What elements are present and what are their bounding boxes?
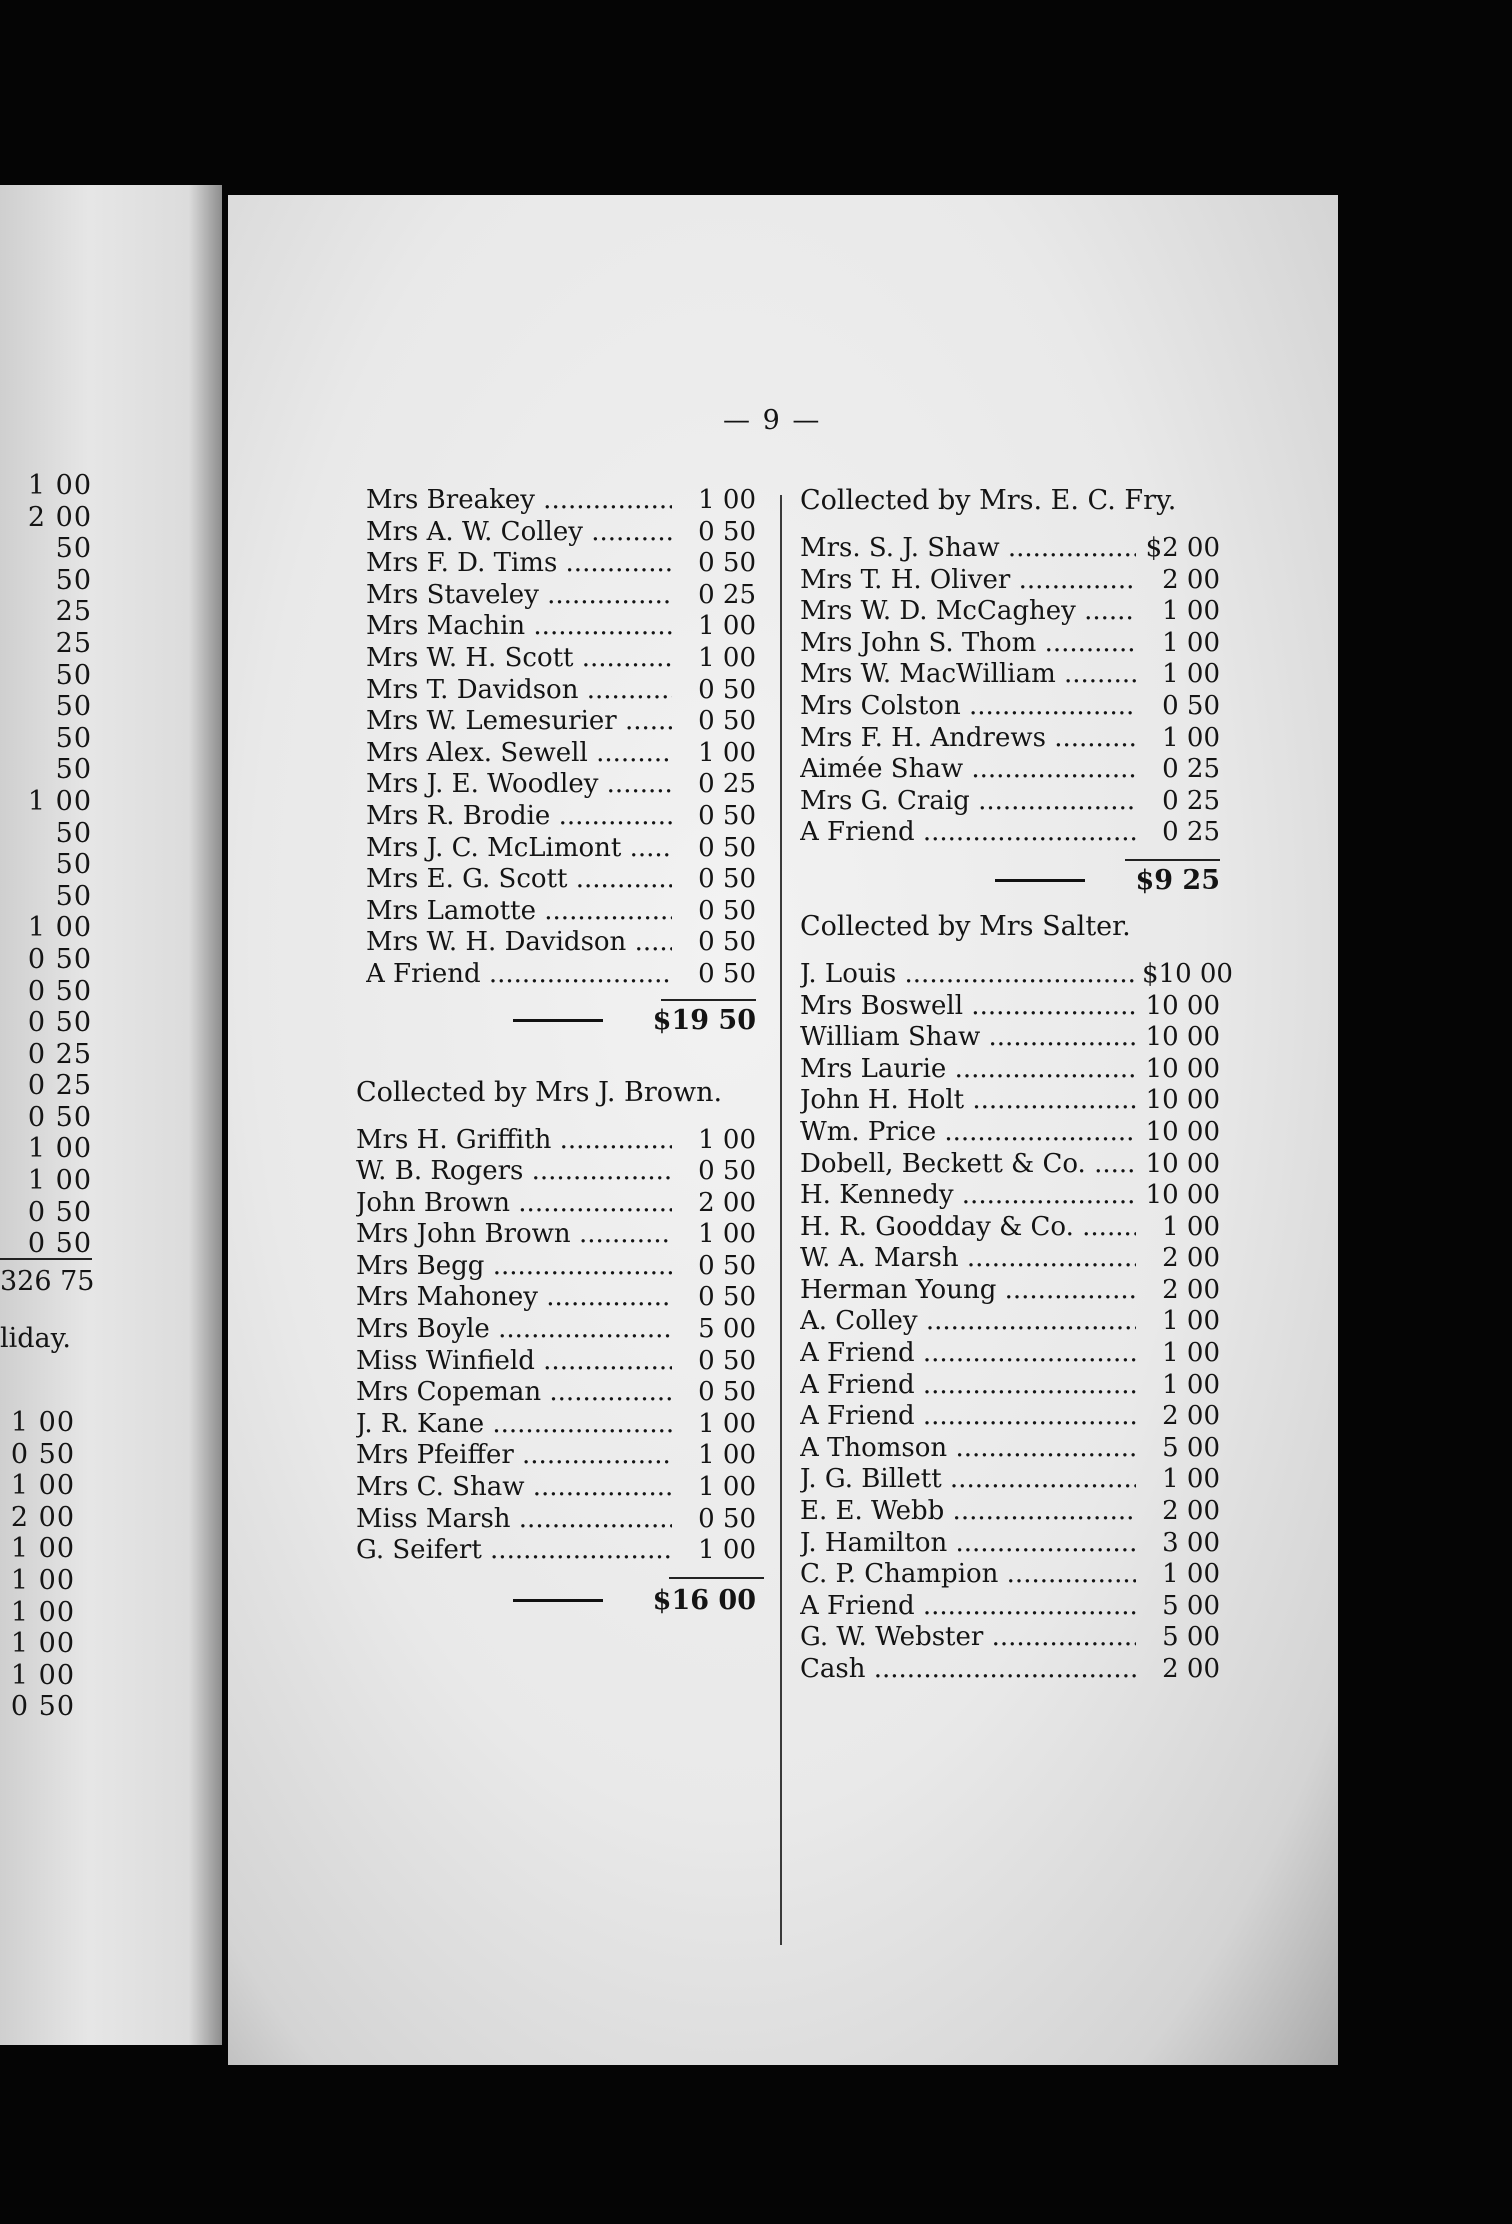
donation-amount: 1 00: [698, 1408, 756, 1439]
donor-row: [366, 548, 756, 580]
left-page-fragment: [0, 185, 222, 2045]
donation-amount: 10 00: [1145, 1085, 1220, 1116]
total-rule: [661, 999, 756, 1001]
donor-row: [800, 1243, 1220, 1275]
donor-name: Mrs R. Brodie .....: [366, 801, 672, 833]
col1-total: $19 50: [652, 1004, 756, 1036]
left-amount: 1 00: [27, 785, 92, 817]
donor-row: [366, 706, 756, 738]
left-amount-column-lower: [0, 1407, 75, 1723]
left-amount: 1 00: [10, 1628, 75, 1660]
donor-row: [800, 786, 1220, 818]
donor-name: Miss Winfield .....: [356, 1346, 672, 1378]
donor-name: Mrs W. H. Scott .....: [366, 643, 672, 675]
left-amount: 50: [55, 564, 92, 596]
donation-amount: 1 00: [1162, 722, 1220, 753]
donor-row: [800, 1464, 1220, 1496]
donation-amount: 1 00: [698, 1219, 756, 1250]
donor-name: Mrs A. W. Colley .....: [366, 517, 672, 549]
donation-amount: 1 00: [698, 1124, 756, 1155]
donation-amount: 10 00: [1145, 990, 1220, 1021]
donation-amount: 0 25: [698, 579, 756, 610]
donor-row: [366, 738, 756, 770]
donor-row: [800, 1338, 1220, 1370]
donation-amount: 0 50: [698, 1503, 756, 1534]
left-amount: 0 25: [27, 1070, 92, 1102]
donation-amount: 0 50: [698, 516, 756, 547]
donor-row: [356, 1219, 756, 1251]
donor-name: Dobell, Beckett & Co. .....: [800, 1149, 1136, 1181]
donation-amount: 1 00: [1162, 1369, 1220, 1400]
donor-name: J. Louis .....: [800, 959, 1136, 991]
col1-total-row: [366, 1001, 756, 1041]
donor-name: Mrs. S. J. Shaw .....: [800, 533, 1136, 565]
donor-row: [800, 628, 1220, 660]
left-amount: 0 25: [27, 1038, 92, 1070]
donor-row: [800, 596, 1220, 628]
page-number: — 9 —: [723, 405, 822, 436]
column-divider: [780, 495, 782, 1945]
brown-total-row: [366, 1581, 756, 1621]
donation-amount: 0 25: [1162, 785, 1220, 816]
donor-row: [800, 1022, 1220, 1054]
donation-amount: 1 00: [1162, 1338, 1220, 1369]
donor-name: Mrs W. H. Davidson .....: [366, 927, 672, 959]
donor-name: Mrs Staveley .....: [366, 580, 672, 612]
donor-name: Cash .....: [800, 1654, 1136, 1686]
left-amount: 50: [55, 533, 92, 565]
left-amount: 0 50: [27, 943, 92, 975]
left-amount: 0 50: [10, 1438, 75, 1470]
donor-row: [356, 1472, 756, 1504]
total-dash: [513, 1019, 603, 1022]
donor-name: G. W. Webster .....: [800, 1622, 1136, 1654]
left-amount: 25: [55, 627, 92, 659]
fry-total: $9 25: [1135, 865, 1220, 897]
donation-amount: 0 25: [698, 769, 756, 800]
donation-amount: 0 50: [698, 927, 756, 958]
donor-row: [366, 643, 756, 675]
left-amount: 50: [55, 880, 92, 912]
donation-amount: 2 00: [1162, 564, 1220, 595]
donor-row: [366, 769, 756, 801]
donor-name: A Friend .....: [800, 1370, 1136, 1402]
donation-amount: 1 00: [698, 1535, 756, 1566]
donor-name: William Shaw .....: [800, 1022, 1136, 1054]
donation-amount: 5 00: [1162, 1590, 1220, 1621]
donor-name: Aimée Shaw .....: [800, 754, 1136, 786]
donation-amount: 10 00: [1145, 1180, 1220, 1211]
donor-row: [356, 1346, 756, 1378]
donation-amount: 1 00: [1162, 596, 1220, 627]
brown-total-wrap: [653, 1585, 756, 1617]
donor-name: Mrs F. D. Tims .....: [366, 548, 672, 580]
donor-row: [356, 1188, 756, 1220]
donation-amount: 2 00: [1162, 1496, 1220, 1527]
donor-name: Mrs Lamotte .....: [366, 896, 672, 928]
donor-row: [800, 1275, 1220, 1307]
left-amount: 1 00: [27, 470, 92, 501]
donation-amount: 1 00: [698, 485, 756, 515]
donation-amount: 3 00: [1162, 1527, 1220, 1558]
donation-amount: 1 00: [1162, 1211, 1220, 1242]
donation-amount: $10 00: [1142, 958, 1233, 989]
donor-row: [366, 864, 756, 896]
left-amount: 50: [55, 849, 92, 881]
donor-row: [366, 485, 756, 517]
donation-amount: $2 00: [1145, 533, 1220, 563]
donor-row: [800, 1306, 1220, 1338]
left-amount: 0 50: [27, 1007, 92, 1039]
donor-name: Mrs Copeman .....: [356, 1377, 672, 1409]
donor-name: Mrs W. MacWilliam .....: [800, 659, 1136, 691]
donor-row: [356, 1535, 756, 1567]
left-amount: 25: [55, 596, 92, 628]
salter-donor-list: [800, 958, 1233, 1686]
donation-amount: 0 50: [698, 832, 756, 863]
donor-name: H. R. Goodday & Co. .....: [800, 1212, 1136, 1244]
left-amount: 50: [55, 691, 92, 723]
donation-amount: 10 00: [1145, 1116, 1220, 1147]
left-amount: 0 50: [27, 1196, 92, 1228]
left-amount: 1 00: [27, 912, 92, 944]
donation-amount: 0 50: [698, 958, 756, 989]
donor-row: [800, 1654, 1220, 1686]
brown-donor-list: [356, 1125, 756, 1567]
donor-row: [800, 533, 1220, 565]
donation-amount: 0 50: [1162, 690, 1220, 721]
donor-name: John Brown .....: [356, 1188, 672, 1220]
donation-amount: 1 00: [698, 737, 756, 768]
left-amount: 50: [55, 817, 92, 849]
donor-name: Herman Young .....: [800, 1275, 1136, 1307]
donor-name: Mrs T. Davidson .....: [366, 675, 672, 707]
salter-section-title: Collected by Mrs Salter.: [800, 910, 1131, 942]
donor-row: [800, 723, 1220, 755]
donation-amount: 0 50: [698, 1250, 756, 1281]
donation-amount: 1 00: [1162, 1306, 1220, 1337]
left-heading-fragment: liday.: [0, 1323, 71, 1354]
donor-row: [800, 691, 1220, 723]
donation-amount: 2 00: [1162, 1243, 1220, 1274]
donor-name: A Friend .....: [366, 959, 672, 991]
donor-row: [800, 1401, 1220, 1433]
brown-total: $16 00: [652, 1585, 756, 1617]
donation-amount: 5 00: [698, 1314, 756, 1345]
donor-row: [356, 1125, 756, 1157]
fry-section-title: Collected by Mrs. E. C. Fry.: [800, 485, 1177, 516]
main-page: [228, 195, 1338, 2065]
left-amount: 0 50: [27, 975, 92, 1007]
donor-list: [366, 485, 756, 991]
donation-amount: 0 50: [698, 864, 756, 895]
donation-amount: 1 00: [698, 1472, 756, 1503]
fry-total-row: [800, 861, 1220, 901]
donor-name: Mrs John Brown .....: [356, 1219, 672, 1251]
donor-name: Mrs Colston .....: [800, 691, 1136, 723]
donor-row: [800, 1433, 1220, 1465]
donor-row: [800, 1054, 1220, 1086]
donation-amount: 0 50: [698, 706, 756, 737]
donation-amount: 5 00: [1162, 1622, 1220, 1653]
fry-donor-list: [800, 533, 1220, 849]
donor-row: [800, 1622, 1220, 1654]
col1-total-wrap: [653, 1005, 756, 1037]
donation-amount: 0 50: [698, 548, 756, 579]
donor-name: Mrs W. D. McCaghey .....: [800, 596, 1136, 628]
donation-amount: 10 00: [1145, 1022, 1220, 1053]
donor-row: [800, 754, 1220, 786]
donor-row: [356, 1440, 756, 1472]
donor-name: Mrs Machin .....: [366, 611, 672, 643]
total-dash: [995, 879, 1085, 882]
left-amount: 50: [55, 754, 92, 786]
donation-amount: 0 50: [698, 674, 756, 705]
donor-name: Mrs John S. Thom .....: [800, 628, 1136, 660]
left-amount: 1 00: [10, 1470, 75, 1502]
donation-amount: 1 00: [1162, 1559, 1220, 1590]
donation-amount: 10 00: [1145, 1148, 1220, 1179]
donation-amount: 0 25: [1162, 754, 1220, 785]
donor-name: A Friend .....: [800, 1338, 1136, 1370]
donor-name: Mrs Begg .....: [356, 1251, 672, 1283]
donor-name: W. A. Marsh .....: [800, 1243, 1136, 1275]
total-rule: [669, 1577, 764, 1579]
donor-row: [800, 565, 1220, 597]
donor-row: [800, 958, 1233, 991]
total-dash: [513, 1599, 603, 1602]
donor-name: G. Seifert .....: [356, 1535, 672, 1567]
donor-row: [800, 1496, 1220, 1528]
donor-name: J. G. Billett .....: [800, 1464, 1136, 1496]
donor-name: Mrs T. H. Oliver .....: [800, 565, 1136, 597]
left-total: 326 75: [0, 1258, 92, 1297]
donor-row: [366, 517, 756, 549]
donor-name: H. Kennedy .....: [800, 1180, 1136, 1212]
donor-row: [366, 580, 756, 612]
left-amount: 1 00: [10, 1533, 75, 1565]
left-amount: 50: [55, 659, 92, 691]
donation-amount: 0 50: [698, 1377, 756, 1408]
donor-name: A Friend .....: [800, 1401, 1136, 1433]
donor-row: [800, 659, 1220, 691]
donation-amount: 0 50: [698, 1345, 756, 1376]
left-amount-column: [0, 470, 92, 1260]
donation-amount: 0 50: [698, 1156, 756, 1187]
donor-row: [800, 1085, 1220, 1117]
donor-name: Mrs W. Lemesurier .....: [366, 706, 672, 738]
donor-name: A Friend .....: [800, 817, 1136, 849]
right-column: [800, 485, 1233, 1686]
donor-name: Wm. Price .....: [800, 1117, 1136, 1149]
donor-name: Mrs G. Craig .....: [800, 786, 1136, 818]
donor-name: Mrs Mahoney .....: [356, 1282, 672, 1314]
donor-name: Mrs J. E. Woodley .....: [366, 769, 672, 801]
donor-name: J. Hamilton .....: [800, 1528, 1136, 1560]
left-amount: 1 00: [27, 1133, 92, 1165]
donation-amount: 10 00: [1145, 1053, 1220, 1084]
donor-row: [800, 1370, 1220, 1402]
donor-name: Mrs Pfeiffer .....: [356, 1440, 672, 1472]
brown-section-title: Collected by Mrs J. Brown.: [356, 1076, 723, 1108]
donor-row: [356, 1409, 756, 1441]
donor-name: W. B. Rogers .....: [356, 1156, 672, 1188]
donation-amount: 0 25: [1162, 817, 1220, 848]
donation-amount: 1 00: [698, 642, 756, 673]
donor-name: Mrs Breakey .....: [366, 485, 672, 517]
donation-amount: 5 00: [1162, 1432, 1220, 1463]
donor-name: Mrs Boswell .....: [800, 991, 1136, 1023]
donor-row: [366, 801, 756, 833]
donation-amount: 0 50: [698, 800, 756, 831]
donor-row: [356, 1156, 756, 1188]
donor-name: Miss Marsh .....: [356, 1504, 672, 1536]
donor-name: Mrs E. G. Scott .....: [366, 864, 672, 896]
donor-name: A. Colley .....: [800, 1306, 1136, 1338]
left-amount: 2 00: [27, 501, 92, 533]
left-amount: 50: [55, 722, 92, 754]
donor-name: John H. Holt .....: [800, 1085, 1136, 1117]
donor-row: [800, 1180, 1220, 1212]
donation-amount: 2 00: [1162, 1654, 1220, 1684]
donor-row: [366, 959, 756, 991]
donation-amount: 1 00: [698, 1440, 756, 1471]
left-amount: 1 00: [10, 1659, 75, 1691]
donation-amount: 2 00: [698, 1187, 756, 1218]
donor-row: [356, 1377, 756, 1409]
donor-row: [366, 833, 756, 865]
donor-row: [800, 1149, 1220, 1181]
left-amount: 1 00: [27, 1165, 92, 1197]
donor-name: Mrs Laurie .....: [800, 1054, 1136, 1086]
donor-row: [366, 896, 756, 928]
donation-amount: 1 00: [698, 611, 756, 642]
donor-row: [800, 1559, 1220, 1591]
donation-amount: 0 50: [698, 895, 756, 926]
donor-name: Mrs Boyle .....: [356, 1314, 672, 1346]
left-amount: 0 50: [27, 1228, 92, 1260]
left-amount: 1 00: [10, 1564, 75, 1596]
left-amount: 1 00: [10, 1596, 75, 1628]
donation-amount: 1 00: [1162, 659, 1220, 690]
donation-amount: 2 00: [1162, 1274, 1220, 1305]
donor-row: [800, 1212, 1220, 1244]
left-amount: 0 50: [10, 1691, 75, 1723]
donor-row: [366, 675, 756, 707]
donor-row: [800, 991, 1220, 1023]
donor-name: E. E. Webb .....: [800, 1496, 1136, 1528]
donation-amount: 1 00: [1162, 627, 1220, 658]
donation-amount: 1 00: [1162, 1464, 1220, 1495]
donation-amount: 0 50: [698, 1282, 756, 1313]
donor-name: Mrs Alex. Sewell .....: [366, 738, 672, 770]
donor-row: [356, 1314, 756, 1346]
left-amount: 2 00: [10, 1501, 75, 1533]
donation-amount: 2 00: [1162, 1401, 1220, 1432]
left-amount: 1 00: [10, 1407, 75, 1438]
left-amount: 0 50: [27, 1101, 92, 1133]
donor-name: Mrs J. C. McLimont .....: [366, 833, 672, 865]
donor-name: C. P. Champion .....: [800, 1559, 1136, 1591]
donor-name: A Thomson .....: [800, 1433, 1136, 1465]
donor-row: [800, 1591, 1220, 1623]
donor-row: [356, 1504, 756, 1536]
donor-row: [366, 611, 756, 643]
donor-row: [366, 927, 756, 959]
donor-row: [356, 1251, 756, 1283]
donor-row: [800, 1117, 1220, 1149]
donor-name: Mrs F. H. Andrews .....: [800, 723, 1136, 755]
donor-name: A Friend .....: [800, 1591, 1136, 1623]
donor-name: Mrs C. Shaw .....: [356, 1472, 672, 1504]
donor-name: J. R. Kane .....: [356, 1409, 672, 1441]
donor-row: [800, 817, 1220, 849]
left-column: [356, 485, 756, 1621]
donor-row: [800, 1528, 1220, 1560]
donor-name: Mrs H. Griffith .....: [356, 1125, 672, 1157]
donor-row: [356, 1282, 756, 1314]
